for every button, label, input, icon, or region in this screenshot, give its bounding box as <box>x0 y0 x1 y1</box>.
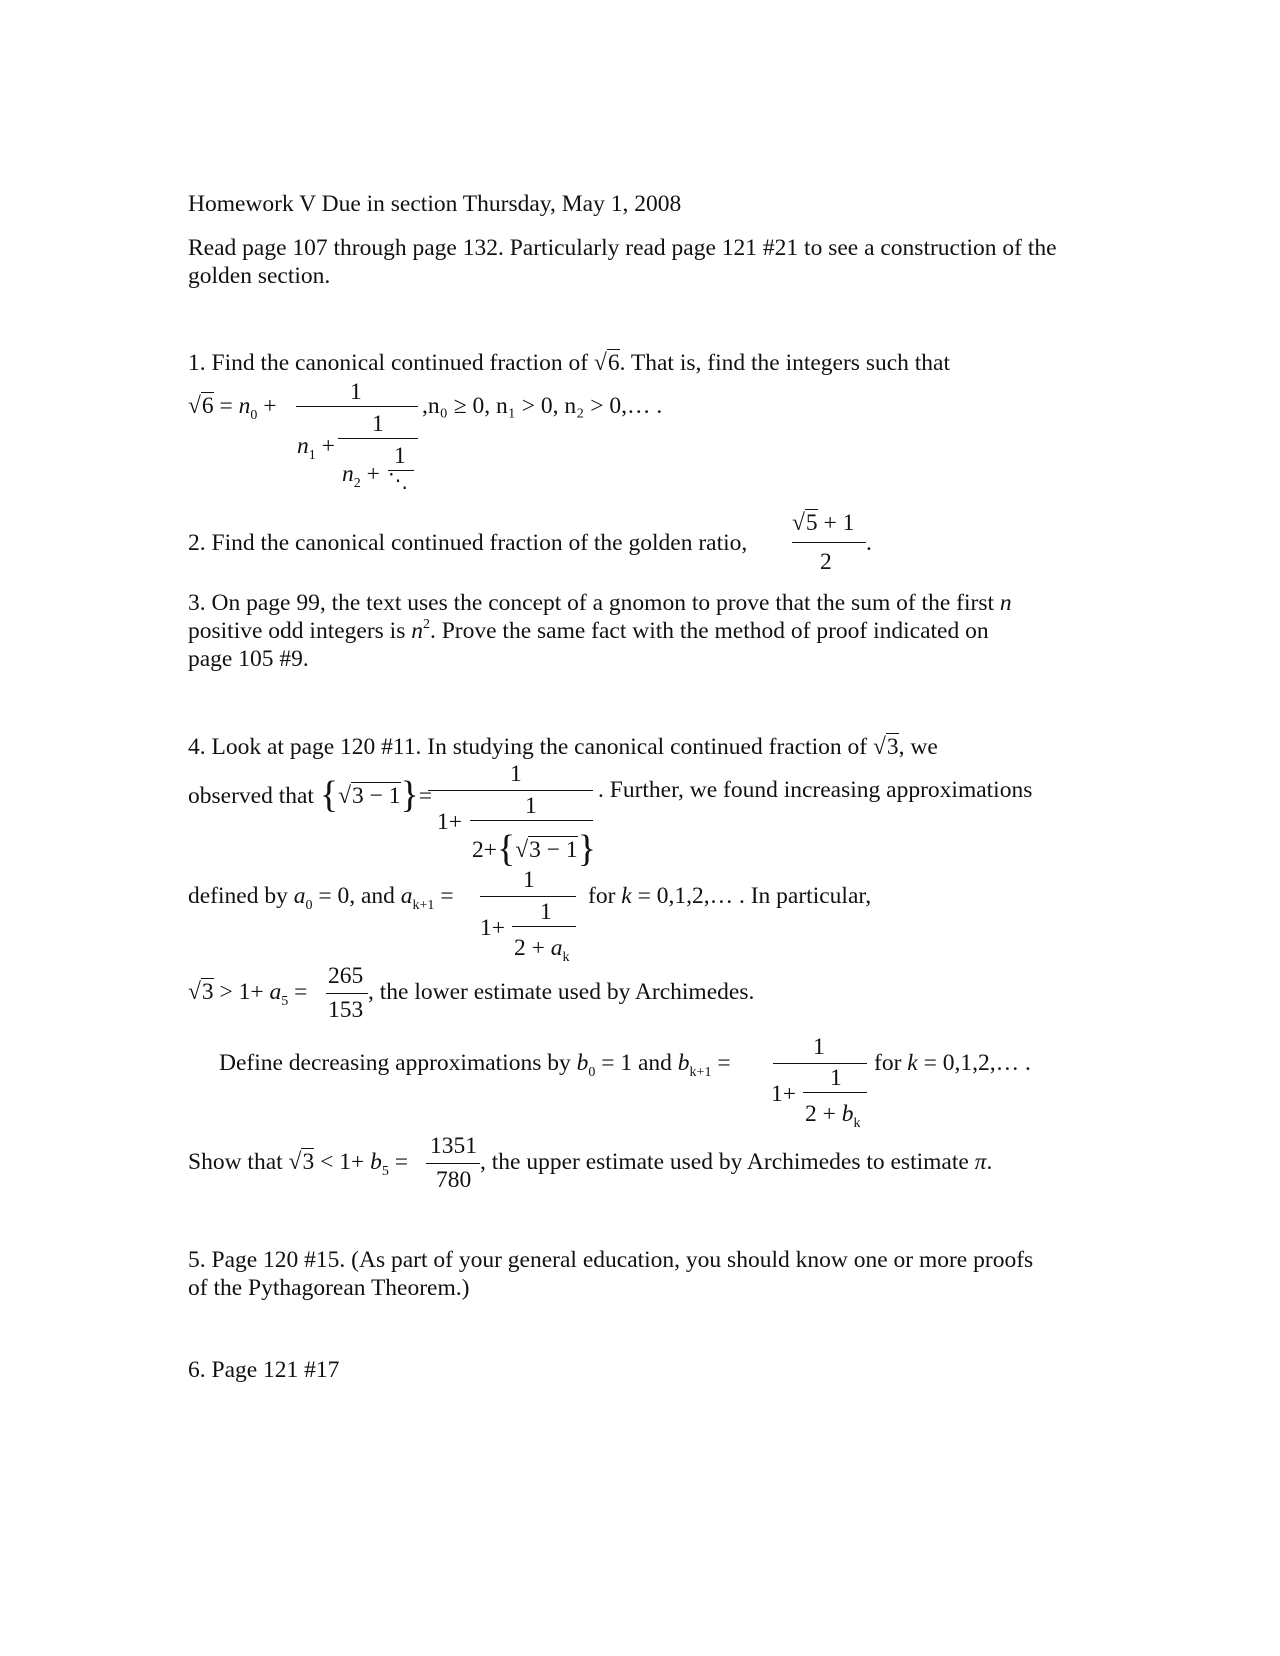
golden-bar <box>792 542 866 543</box>
a-bar-2 <box>512 926 576 927</box>
cf-bar-1 <box>296 406 418 407</box>
b-bar-2 <box>803 1092 867 1093</box>
upper-numerator: 1351 <box>430 1133 477 1159</box>
observed-num-1: 1 <box>510 761 522 787</box>
b-bar-1 <box>773 1063 867 1064</box>
cf-numerator-3: 1 <box>394 443 406 469</box>
problem-4-decreasing: Define decreasing approximations by $b_0 = 1$ and $b_{k+1}$ = <box>219 1050 731 1080</box>
upper-estimate-lhs: Show that $√3 < 1+ b_5$ = <box>188 1149 408 1179</box>
observed-one-plus: 1+ <box>437 809 463 835</box>
cf-n2: $n_2$ + <box>342 461 380 491</box>
b-den: $2 + b_k$ <box>805 1101 861 1131</box>
cf-n1: $n_1$ + <box>297 433 335 463</box>
lower-numerator: 265 <box>328 963 364 989</box>
b-num-2: 1 <box>830 1065 842 1091</box>
a-den: $2 + a_k$ <box>514 935 570 965</box>
problem-1-tail: . That is, find the integers such that <box>619 350 951 376</box>
a-num-2: 1 <box>540 899 552 925</box>
b-num-1: 1 <box>813 1034 825 1060</box>
problem-3-line-3: page 105 #9. <box>188 646 309 672</box>
upper-bar <box>426 1163 480 1164</box>
problem-3-line-2: positive odd integers is $n^2$. Prove the same fact with the method of proof indicated on <box>188 617 989 644</box>
golden-denominator: 2 <box>820 549 832 575</box>
lower-estimate-lhs: $√3 > 1+ a_5$ = <box>188 979 308 1009</box>
cf-numerator-2: 1 <box>372 411 384 437</box>
problem-5-text: 5. Page 120 #15. (As part of your general education, you should know one or more proofs of the Pythagorean Theorem.) <box>188 1247 1034 1301</box>
a-num-1: 1 <box>523 867 535 893</box>
observed-num-2: 1 <box>525 793 537 819</box>
problem-4-observed: observed that {√3 − 1}= <box>188 774 433 816</box>
problem-1-text: 1. Find the canonical continued fraction of √6. That is, find the integers such that <box>188 350 951 376</box>
a-bar-1 <box>480 896 576 897</box>
observed-bar-1 <box>428 790 593 791</box>
cf-bar-2 <box>338 438 418 439</box>
b-one-plus: 1+ <box>771 1081 797 1107</box>
a-for-k: for k = 0,1,2,… . In particular, <box>588 883 872 909</box>
observed-bar-2 <box>470 820 593 821</box>
intro-paragraph: Read page 107 through page 132. Particularly read page 121 #21 to see a construction of the golden section. <box>188 235 1057 289</box>
problem-6-text: 6. Page 121 #17 <box>188 1357 340 1383</box>
problem-3-line-1: 3. On page 99, the text uses the concept of a gnomon to prove that the sum of the first n <box>188 590 1012 616</box>
problem-4-line-1: 4. Look at page 120 #11. In studying the canonical continued fraction of √3, we <box>188 734 938 760</box>
lower-denominator: 153 <box>328 997 364 1023</box>
sqrt-6-radicand: 6 <box>607 350 620 376</box>
cf-ellipsis: ⋱ <box>388 470 408 492</box>
b-for-k: for k = 0,1,2,… . <box>874 1050 1031 1076</box>
a-one-plus: 1+ <box>480 915 506 941</box>
upper-text: , the upper estimate used by Archimedes to estimate π. <box>480 1149 993 1175</box>
problem-4-further: . Further, we found increasing approximations <box>598 777 1033 803</box>
problem-2-text: 2. Find the canonical continued fraction of the golden ratio, <box>188 530 748 556</box>
golden-period: . <box>866 530 872 556</box>
lower-text: , the lower estimate used by Archimedes. <box>368 979 755 1005</box>
upper-denominator: 780 <box>436 1167 472 1193</box>
observed-den: 2+{√3 − 1} <box>472 828 596 870</box>
sqrt6-lhs: $√6 = n_0$ + <box>188 393 277 423</box>
cf-conditions: ,n₀ ≥ 0, n₁ > 0, n₂ > 0,… . <box>422 393 663 419</box>
pi-symbol: π <box>974 1149 987 1175</box>
problem-1-lead: 1. Find the canonical continued fraction of <box>188 350 594 376</box>
golden-numerator: √5 + 1 <box>792 510 855 536</box>
cf-numerator-1: 1 <box>350 379 362 405</box>
problem-4-defined: defined by $a_0 = 0$, and $a_{k+1}$ = <box>188 883 454 913</box>
lower-bar <box>326 993 368 994</box>
page-title: Homework V Due in section Thursday, May 1, 2008 <box>188 191 682 217</box>
